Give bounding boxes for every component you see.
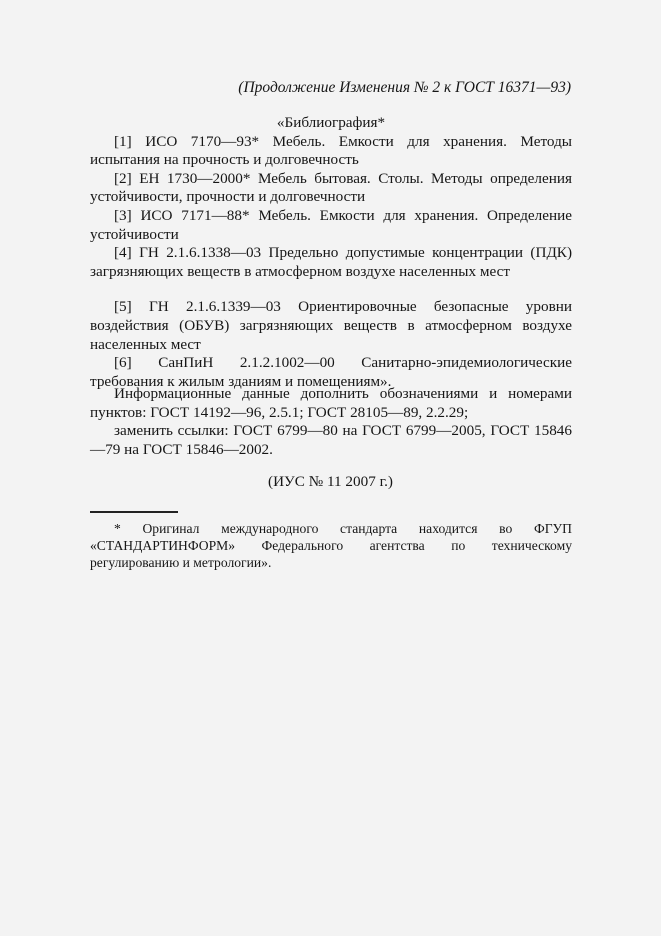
bibliography-item-1: [1] ИСО 7170—93* Мебель. Емкости для хранения. Методы испытания на прочность и долговечность [90,132,572,169]
issue-reference: (ИУС № 11 2007 г.) [268,473,393,490]
info-paragraph-1: Информационные данные дополнить обозначениями и номерами пунктов: ГОСТ 14192—96, 2.5.1; ГОСТ 28105—89, 2.2.29; [90,385,572,421]
info-paragraph-2: заменить ссылки: ГОСТ 6799—80 на ГОСТ 6799—2005, ГОСТ 15846—79 на ГОСТ 15846—2002. [90,422,572,458]
bibliography-item-6: [6] СанПиН 2.1.2.1002—00 Санитарно-эпидемиологические требования к жилым зданиям и помещениям». [90,354,572,390]
bibliography-item-3: [3] ИСО 7171—88* Мебель. Емкости для хранения. Определение устойчивости [90,206,572,243]
spacer [90,281,572,298]
info-section [90,385,572,459]
bibliography-section [90,114,572,391]
bibliography-item-5: [5] ГН 2.1.6.1339—03 Ориентировочные безопасные уровни воздействия (ОБУВ) загрязняющих веществ в атмосферном воздухе населенных мест [90,298,572,353]
bibliography-item-2: [2] ЕН 1730—2000* Мебель бытовая. Столы. Методы определения устойчивости, прочности и долговечности [90,169,572,206]
bibliography-title: «Библиография* [276,114,386,131]
continuation-header: (Продолжение Изменения № 2 к ГОСТ 16371—93) [238,79,571,96]
bibliography-item-4: [4] ГН 2.1.6.1338—03 Предельно допустимые концентрации (ПДК) загрязняющих веществ в атмосферном воздухе населенных мест [90,244,572,280]
footnote-divider [90,511,178,513]
footnote: * Оригинал международного стандарта находится во ФГУП «СТАНДАРТИНФОРМ» Федерального агентства по техническому регулированию и метрологии». [90,521,572,570]
